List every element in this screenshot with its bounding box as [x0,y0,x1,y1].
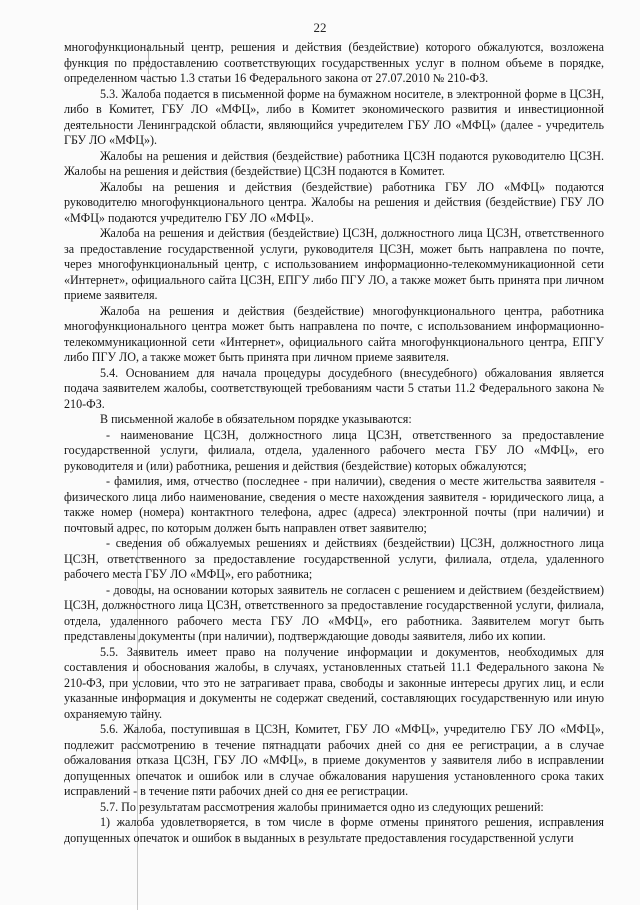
paragraph: 5.5. Заявитель имеет право на получение информации и документов, необходимых для составления и обоснования жалобы, в случаях, установленных статьей 11.1 Федерального закона № 210-ФЗ, при условии, что это не затрагивает права, свободы и законные интересы других лиц, и если указанные информация и документы не содержат сведений, составляющих государственную или иную охраняемую тайну. [64,644,604,721]
paragraph: Жалоба на решения и действия (бездействие) многофункционального центра, работника многофункционального центра может быть направлена по почте, с использованием информационно-телекоммуникационной сети «Интернет», официального сайта многофункционального центра, ЕПГУ либо ПГУ ЛО, а также может быть принята при личном приеме заявителя. [64,303,604,364]
paragraph: 1) жалоба удовлетворяется, в том числе в форме отмены принятого решения, исправления допущенных опечаток и ошибок в выданных в результате предоставления государственной услуги [64,815,604,845]
paragraph: 5.4. Основанием для начала процедуры досудебного (внесудебного) обжалования является подача заявителем жалобы, соответствующей требованиям части 5 статьи 11.2 Федерального закона № 210-ФЗ. [64,365,604,411]
list-item: - наименование ЦСЗН, должностного лица ЦСЗН, ответственного за предоставление государственной услуги, филиала, отдела, удаленного рабочего места ГБУ ЛО «МФЦ», его руководителя и (или) работника, решения и действия (бездействие) которых обжалуются; [64,427,604,473]
page-number: 22 [313,20,327,35]
document-body [64,40,604,846]
paragraph: 5.7. По результатам рассмотрения жалобы принимается одно из следующих решений: [100,799,544,814]
paragraph: Жалобы на решения и действия (бездействие) работника ЦСЗН подаются руководителю ЦСЗН. Жалобы на решения и действия (бездействие) ЦСЗН подаются в Комитет. [64,148,604,178]
list-item: - доводы, на основании которых заявитель не согласен с решением и действием (бездействием) ЦСЗН, должностного лица ЦСЗН, ответственного за предоставление государственной услуги, филиала, отдела, удаленного рабочего места ГБУ ЛО «МФЦ», его работника. Заявителем могут быть представлены документы (при наличии), подтверждающие доводы заявителя, либо их копии. [64,582,604,643]
paragraph: Жалоба на решения и действия (бездействие) ЦСЗН, должностного лица ЦСЗН, ответственного за предоставление государственной услуги, руководителя ЦСЗН, может быть направлена по почте, через многофункциональный центр, с использованием информационно-телекоммуникационной сети «Интернет», официального сайта ЦСЗН, ЕПГУ либо ПГУ ЛО, а также может быть принята при личном приеме заявителя. [64,226,604,302]
paragraph: 5.6. Жалоба, поступившая в ЦСЗН, Комитет, ГБУ ЛО «МФЦ», учредителю ГБУ ЛО «МФЦ», подлежит рассмотрению в течение пятнадцати рабочих дней со дня ее регистрации, а в случае обжалования отказа ЦСЗН, ГБУ ЛО «МФЦ», в приеме документов у заявителя либо в исправлении допущенных опечаток и ошибок или в случае обжалования нарушения установленного срока таких исправлений - в течение пяти рабочих дней со дня ее регистрации. [64,722,604,798]
paragraph: В письменной жалобе в обязательном порядке указываются: [100,412,412,426]
list-item: - фамилия, имя, отчество (последнее - при наличии), сведения о месте жительства заявителя - физического лица либо наименование, сведения о месте нахождения заявителя - юридического лица, а также номер (номера) контактного телефона, адрес (адреса) электронной почты (при наличии) и почтовый адрес, по которым должен быть направлен ответ заявителю; [64,474,604,535]
paragraph: 5.3. Жалоба подается в письменной форме на бумажном носителе, в электронной форме в ЦСЗН, либо в Комитет, ГБУ ЛО «МФЦ», либо в Комитет экономического развития и инвестиционной деятельности Ленинградской области, являющийся учредителем ГБУ ЛО «МФЦ» (далее - учредитель ГБУ ЛО «МФЦ»). [64,86,604,147]
paragraph: многофункциональный центр, решения и действия (бездействие) которого обжалуются, возложена функция по предоставлению соответствующих государственных услуг в полном объеме в порядке, определенном частью 1.3 статьи 16 Федерального закона от 27.07.2010 № 210-ФЗ. [64,40,604,85]
paragraph: Жалобы на решения и действия (бездействие) работника ГБУ ЛО «МФЦ» подаются руководителю многофункционального центра. Жалобы на решения и действия (бездействие) ГБУ ЛО «МФЦ» подаются учредителю ГБУ ЛО «МФЦ». [64,179,604,225]
list-item: - сведения об обжалуемых решениях и действиях (бездействии) ЦСЗН, должностного лица ЦСЗН, ответственного за предоставление государственной услуги, филиала, отдела, удаленного рабочего места ГБУ ЛО «МФЦ», его работника; [64,536,604,581]
